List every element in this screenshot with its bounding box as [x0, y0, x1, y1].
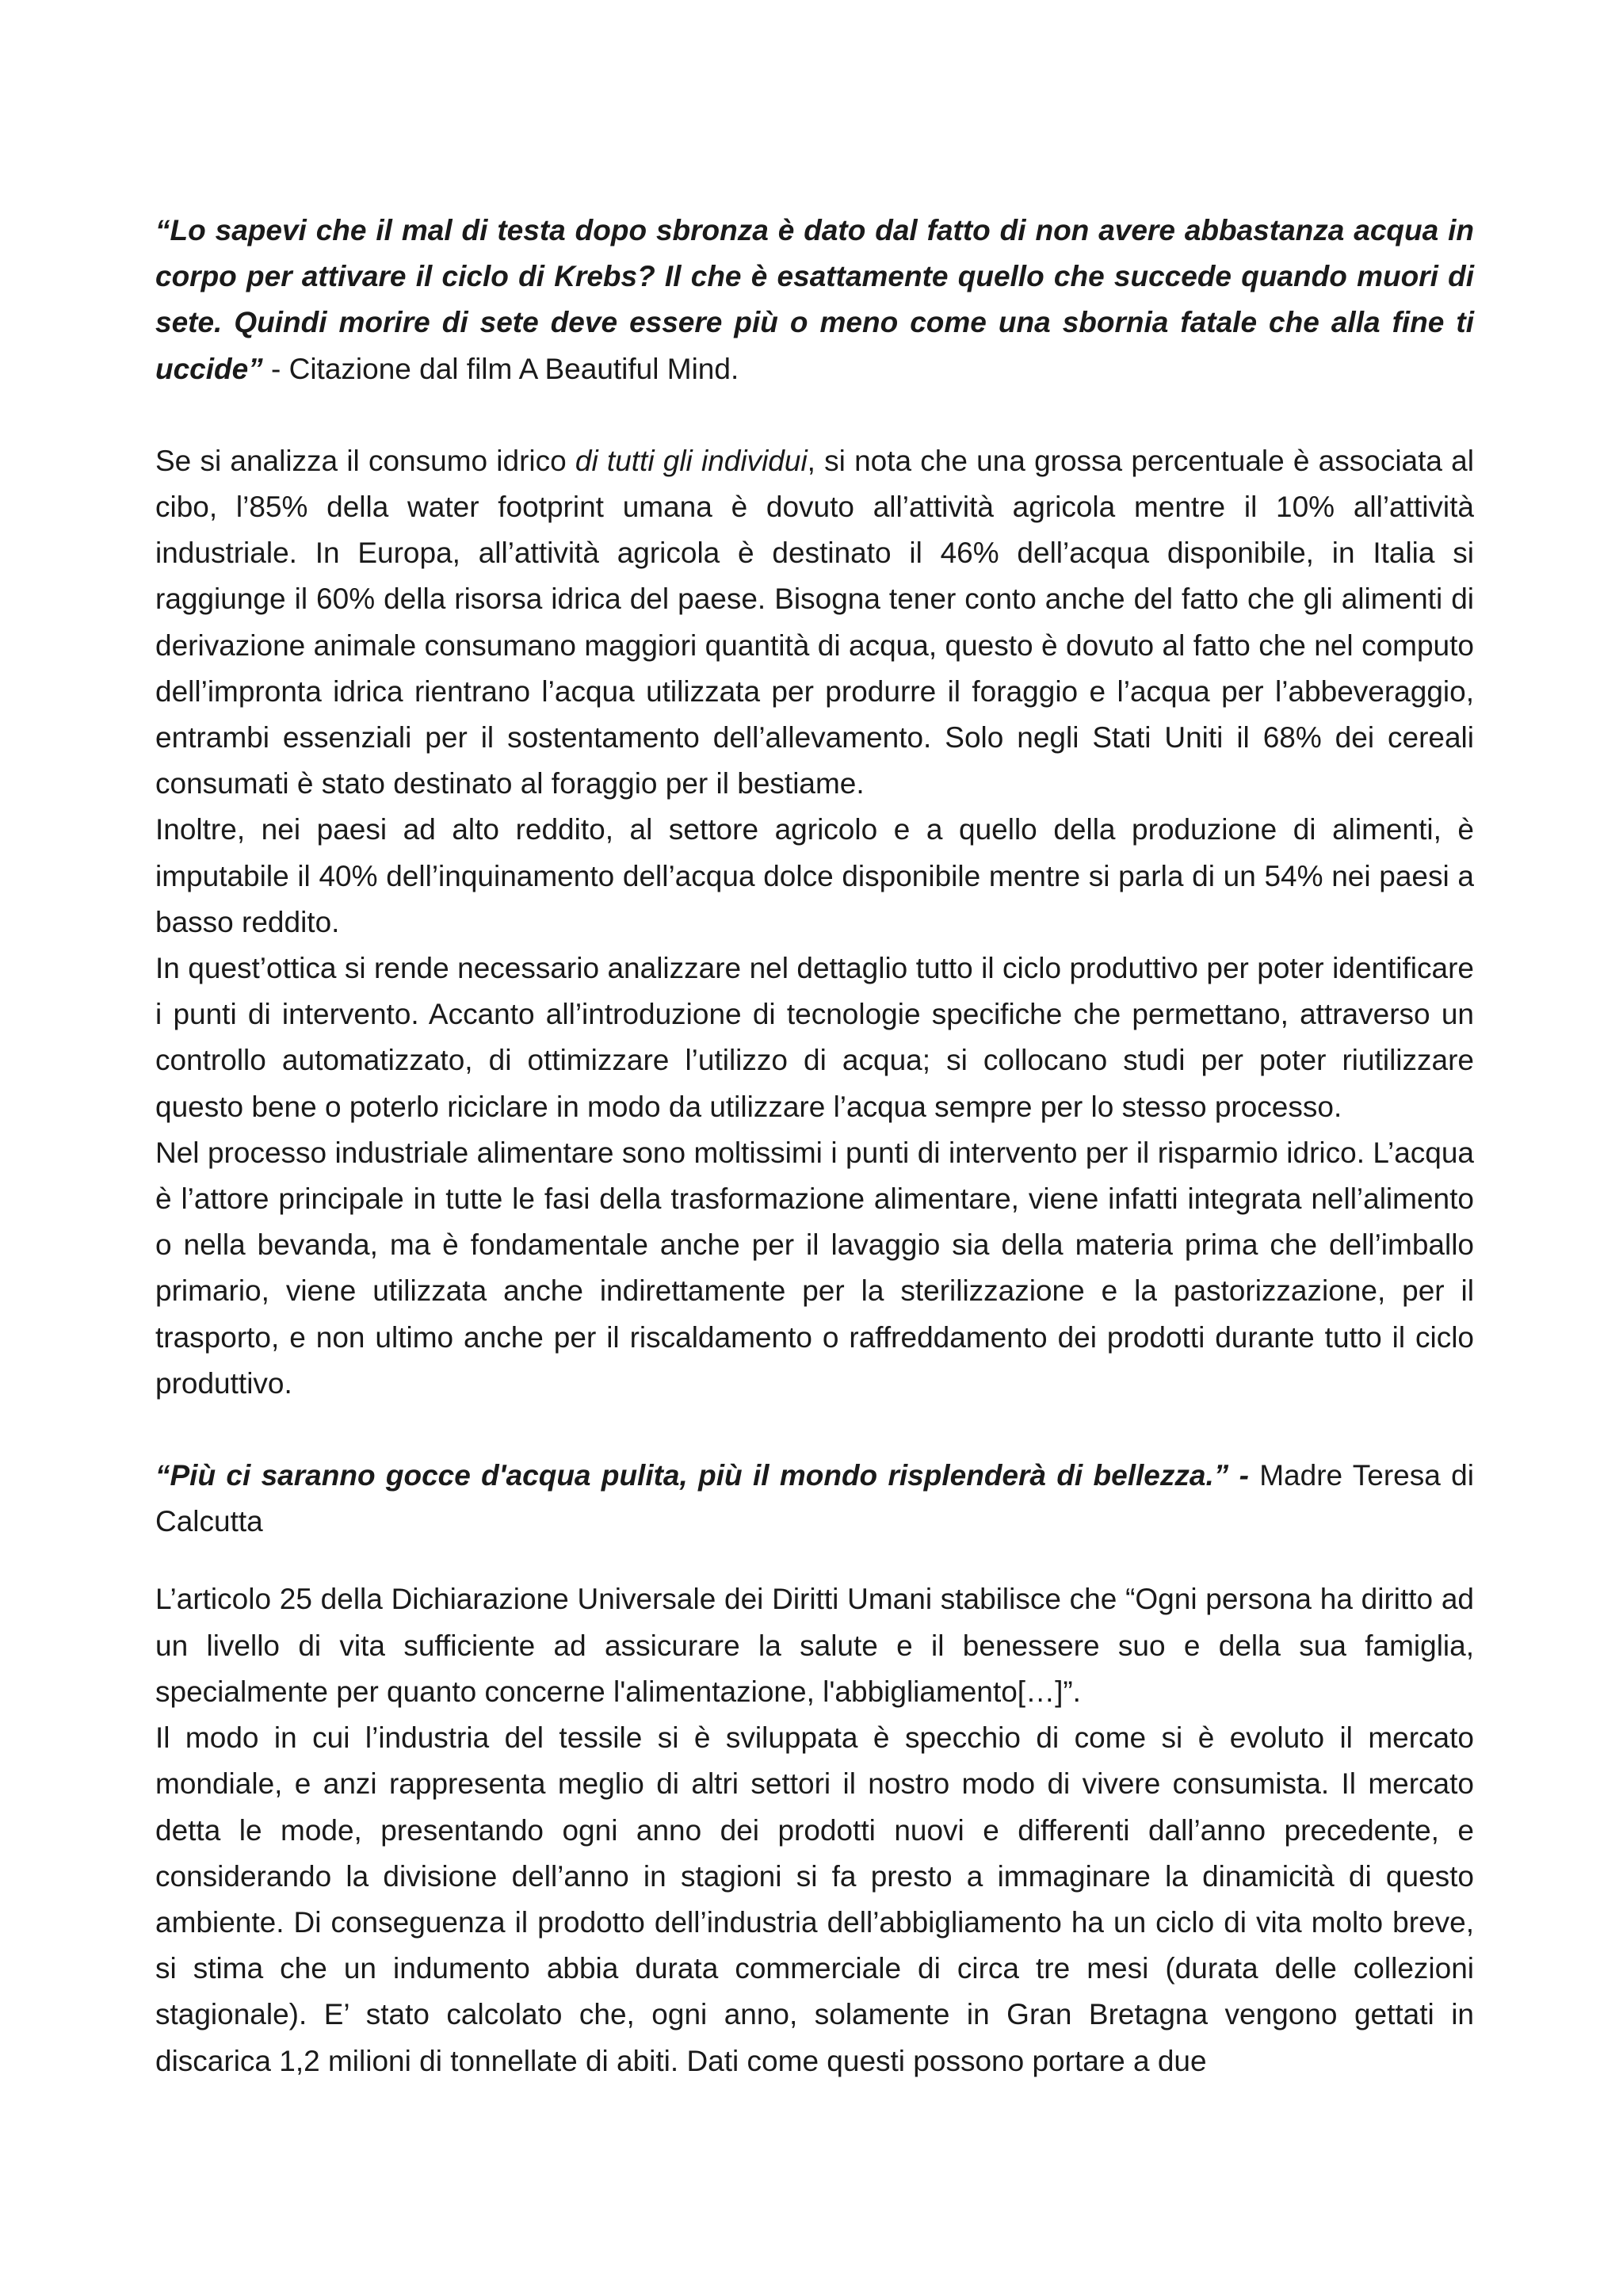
- quote-text: “Lo sapevi che il mal di testa dopo sbronza è dato dal fatto di non avere abbastanza acqua in corpo per attivare il ciclo di Krebs? Il che è esattamente quello che succede quando muori di sete. Quindi morire di sete deve essere più o meno come una sbornia fatale che alla fine ti uccide”: [155, 214, 1474, 385]
- paragraph-production-cycle: In quest’ottica si rende necessario analizzare nel dettaglio tutto il ciclo produttivo per poter identificare i punti di intervento. Accanto all’introduzione di tecnologie specifiche che permettano, attraverso un controllo automatizzato, di ottimizzare l’utilizzo di acqua; si collocano studi per poter riutilizzare questo bene o poterlo riciclare in modo da utilizzare l’acqua sempre per lo stesso processo.: [155, 952, 1474, 1123]
- paragraph-water-consumption: [155, 438, 1474, 808]
- paragraph-spacer: [155, 1545, 1474, 1576]
- quote-attribution: Madre Teresa di Calcutta: [155, 1459, 1474, 1538]
- paragraph-textile-industry: Il modo in cui l’industria del tessile si è sviluppata è specchio di come si è evoluto il mercato mondiale, e anzi rappresenta meglio di altri settori il nostro modo di vivere consumista. Il mercato detta le mode, presentando ogni anno dei prodotti nuovi e differenti dall’anno precedente, e considerando la divisione dell’anno in stagioni si fa presto a immaginare la dinamicità di questo ambiente. Di conseguenza il prodotto dell’industria dell’abbigliamento ha un ciclo di vita molto breve, si stima che un indumento abbia durata commerciale di circa tre mesi (durata delle collezioni stagionale). E’ stato calcolato che, ogni anno, solamente in Gran Bretagna vengono gettati in discarica 1,2 milioni di tonnellate di abiti. Dati come questi possono portare a due: [155, 1721, 1474, 2077]
- quote-attribution: - Citazione dal film A Beautiful Mind.: [262, 352, 739, 385]
- paragraph-pollution: Inoltre, nei paesi ad alto reddito, al settore agricolo e a quello della produzione di alimenti, è imputabile il 40% dell’inquinamento dell’acqua dolce disponibile mentre si parla di un 54% nei paesi a basso reddito.: [155, 813, 1474, 938]
- paragraph-emphasis: di tutti gli individui: [575, 444, 808, 477]
- paragraph-human-rights: L’articolo 25 della Dichiarazione Universale dei Diritti Umani stabilisce che “Ogni persona ha diritto ad un livello di vita sufficiente ad assicurare la salute e il benessere suo e della sua famiglia, specialmente per quanto concerne l'alimentazione, l'abbigliamento[…]”.: [155, 1583, 1474, 1708]
- quote-text: “Più ci saranno gocce d'acqua pulita, più il mondo risplenderà di bellezza.” -: [155, 1459, 1249, 1492]
- paragraph-spacer: [155, 392, 1474, 438]
- paragraph-text: Se si analizza il consumo idrico: [155, 444, 575, 477]
- quote-madre-teresa: [155, 1453, 1474, 1545]
- quote-a-beautiful-mind: [155, 208, 1474, 392]
- document-page: [155, 208, 1474, 2084]
- paragraph-text: , si nota che una grossa percentuale è associata al cibo, l’85% della water footprint umana è dovuto all’attività agricola mentre il 10% all’attività industriale. In Europa, all’attività agricola è destinato il 46% dell’acqua disponibile, in Italia si raggiunge il 60% della risorsa idrica del paese. Bisogna tener conto anche del fatto che gli alimenti di derivazione animale consumano maggiori quantità di acqua, questo è dovuto al fatto che nel computo dell’impronta idrica rientrano l’acqua utilizzata per produrre il foraggio e l’acqua per l’abbeveraggio, entrambi essenziali per il sostentamento dell’allevamento. Solo negli Stati Uniti il 68% dei cereali consumati è stato destinato al foraggio per il bestiame.: [155, 444, 1474, 800]
- paragraph-food-industry: Nel processo industriale alimentare sono moltissimi i punti di intervento per il risparmio idrico. L’acqua è l’attore principale in tutte le fasi della trasformazione alimentare, viene infatti integrata nell’alimento o nella bevanda, ma è fondamentale anche per il lavaggio sia della materia prima che dell’imballo primario, viene utilizzata anche indirettamente per la sterilizzazione e la pastorizzazione, per il trasporto, e non ultimo anche per il riscaldamento o raffreddamento dei prodotti durante tutto il ciclo produttivo.: [155, 1136, 1474, 1400]
- paragraph-spacer: [155, 1407, 1474, 1453]
